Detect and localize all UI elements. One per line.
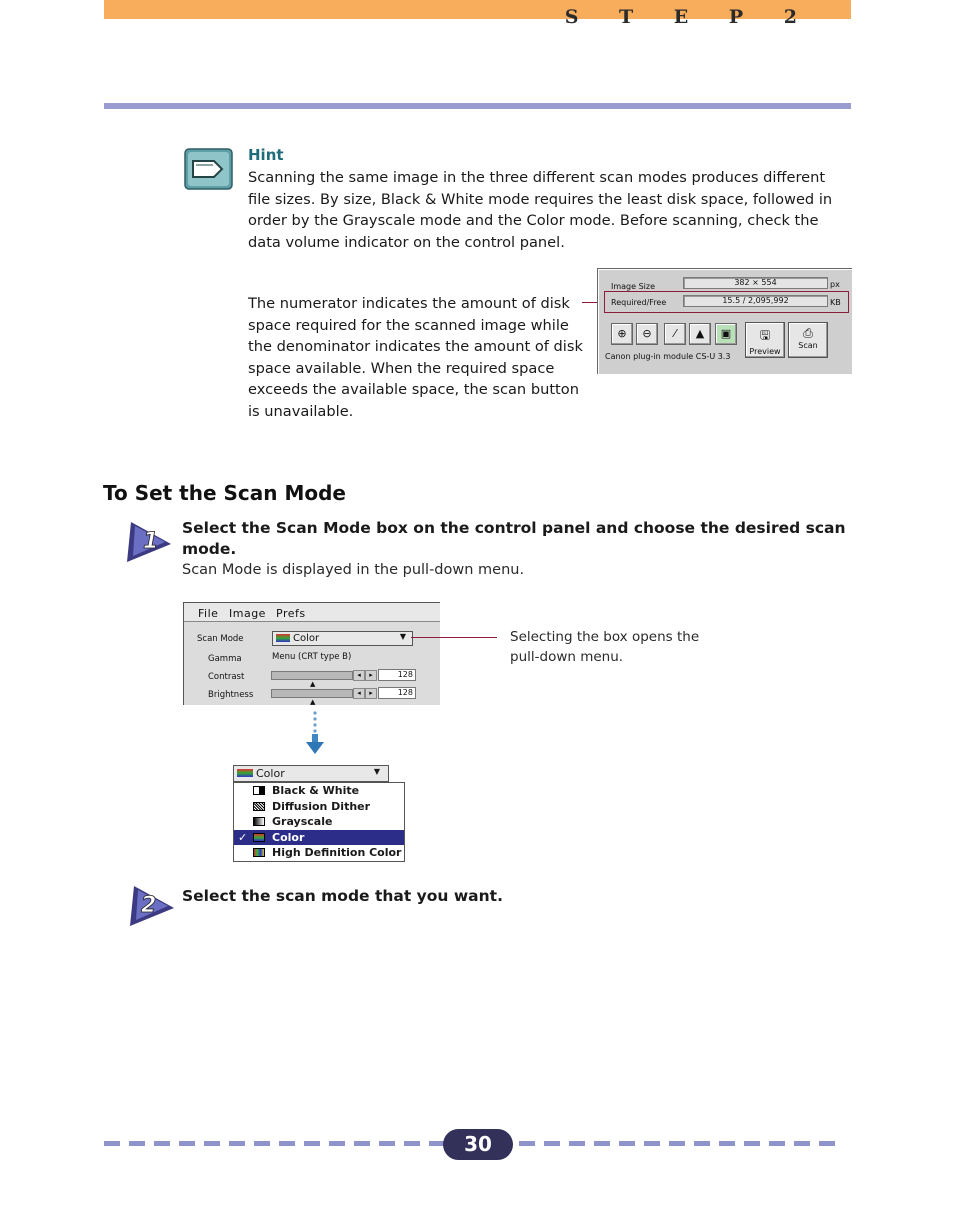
dither-swatch-icon bbox=[253, 802, 265, 811]
color-swatch-icon bbox=[276, 634, 290, 642]
chevron-down-icon: ▼ bbox=[399, 632, 406, 641]
bw-swatch-icon bbox=[253, 786, 265, 795]
footer-dash bbox=[229, 1141, 245, 1146]
option-label: Black & White bbox=[272, 784, 360, 797]
numerator-explanation: The numerator indicates the amount of disk space required for the scanned image while the denominator indicates the amount of disk space available. When the required space exceeds the available space, the scan button is unavailable. bbox=[248, 295, 583, 420]
color-swatch-icon bbox=[253, 833, 265, 842]
option-label: Grayscale bbox=[272, 815, 333, 829]
footer-dash bbox=[154, 1141, 170, 1146]
preview-icon: 🖫 bbox=[759, 328, 771, 342]
option-high-definition-color[interactable] bbox=[234, 845, 404, 861]
option-label: Color bbox=[272, 830, 305, 844]
chevron-down-icon: ▼ bbox=[373, 767, 380, 776]
dropdown-selected: Color bbox=[256, 767, 285, 780]
option-black-white[interactable] bbox=[234, 783, 404, 799]
checkmark-icon: ✓ bbox=[238, 830, 248, 844]
footer-dash bbox=[694, 1141, 710, 1146]
hint-title: Hint bbox=[248, 146, 284, 164]
scan-button[interactable] bbox=[788, 322, 828, 358]
brightness-label: Brightness bbox=[208, 690, 254, 700]
scan-label: Scan bbox=[798, 341, 818, 350]
preview-button[interactable] bbox=[745, 322, 785, 358]
dropdown-list bbox=[233, 782, 405, 862]
callout-text: Selecting the box opens the pull-down menu. bbox=[510, 629, 700, 665]
section-rule bbox=[104, 103, 851, 109]
zoom-in-icon[interactable]: ⊕ bbox=[611, 323, 633, 345]
zoom-out-icon[interactable]: ⊖ bbox=[636, 323, 658, 345]
step-2-text: Select the scan mode that you want. bbox=[182, 887, 503, 905]
brightness-right-icon[interactable]: ▸ bbox=[365, 688, 377, 699]
preview-label: Preview bbox=[749, 347, 781, 356]
footer-dash bbox=[354, 1141, 370, 1146]
section-title: To Set the Scan Mode bbox=[103, 481, 346, 505]
footer-dash bbox=[719, 1141, 735, 1146]
dropdown-header[interactable] bbox=[233, 765, 389, 782]
footer-dash bbox=[254, 1141, 270, 1146]
gamma-label: Gamma bbox=[208, 654, 242, 664]
data-volume-panel bbox=[597, 268, 852, 374]
footer-dash bbox=[519, 1141, 535, 1146]
grayscale-swatch-icon bbox=[253, 817, 265, 826]
image-size-field: 382 × 554 bbox=[683, 277, 828, 289]
footer-dash bbox=[594, 1141, 610, 1146]
required-free-field: 15.5 / 2,095,992 bbox=[683, 295, 828, 307]
contrast-thumb-icon[interactable]: ▲ bbox=[310, 680, 316, 688]
step-2-badge bbox=[128, 882, 176, 930]
image-size-label: Image Size bbox=[611, 282, 656, 291]
footer-dash bbox=[569, 1141, 585, 1146]
tone-curve-icon[interactable]: ⁄ bbox=[664, 323, 686, 345]
image-size-unit: px bbox=[830, 280, 840, 289]
footer-dash bbox=[819, 1141, 835, 1146]
scan-mode-value: Color bbox=[293, 633, 320, 644]
option-diffusion-dither[interactable] bbox=[234, 799, 404, 815]
step-1-sub: Scan Mode is displayed in the pull-down menu. bbox=[182, 562, 525, 578]
step-1-number: 1 bbox=[143, 529, 159, 554]
brightness-slider[interactable] bbox=[271, 689, 353, 698]
step-1-badge bbox=[125, 518, 173, 566]
step-2-number: 2 bbox=[141, 893, 157, 918]
option-label: High Definition Color bbox=[272, 846, 402, 860]
menu-bar bbox=[184, 603, 440, 622]
down-arrow-icon bbox=[304, 710, 326, 758]
contrast-value[interactable]: 128 bbox=[378, 669, 416, 681]
menu-image[interactable]: Image bbox=[229, 607, 266, 620]
footer-dash bbox=[744, 1141, 760, 1146]
option-label: Diffusion Dither bbox=[272, 799, 371, 813]
option-grayscale[interactable] bbox=[234, 814, 404, 830]
gamma-value[interactable]: Menu (CRT type B) bbox=[272, 652, 352, 662]
hint-body: Scanning the same image in the three different scan modes produces different file sizes. By size, Black & White mode requires the least disk space, followed in order by the Grayscale mode and the Color mode. Before scanning, check the data volume indicator on the control panel. bbox=[248, 169, 833, 251]
scan-mode-dropdown bbox=[233, 765, 404, 861]
menu-file[interactable]: File bbox=[198, 607, 219, 620]
menu-prefs[interactable]: Prefs bbox=[276, 607, 306, 620]
hd-color-swatch-icon bbox=[253, 848, 265, 857]
scan-icon: ⎙ bbox=[803, 326, 813, 340]
footer-dash bbox=[179, 1141, 195, 1146]
footer-dash bbox=[669, 1141, 685, 1146]
control-window bbox=[183, 602, 440, 705]
footer-dash bbox=[544, 1141, 560, 1146]
color-settings-icon[interactable]: ▣ bbox=[715, 323, 737, 345]
contrast-right-icon[interactable]: ▸ bbox=[365, 670, 377, 681]
footer-dash bbox=[769, 1141, 785, 1146]
scan-mode-label: Scan Mode bbox=[197, 634, 244, 644]
footer-dash bbox=[204, 1141, 220, 1146]
footer-dash bbox=[129, 1141, 145, 1146]
footer-dash bbox=[279, 1141, 295, 1146]
callout-leader-line bbox=[411, 637, 497, 638]
required-free-unit: KB bbox=[830, 298, 841, 307]
brightness-value[interactable]: 128 bbox=[378, 687, 416, 699]
step-1-text: Select the Scan Mode box on the control panel and choose the desired scan mode. bbox=[182, 519, 846, 558]
step-label: S T E P 2 bbox=[564, 6, 814, 28]
brightness-thumb-icon[interactable]: ▲ bbox=[310, 698, 316, 705]
contrast-left-icon[interactable]: ◂ bbox=[353, 670, 365, 681]
scan-mode-select[interactable] bbox=[272, 631, 413, 646]
footer-dash bbox=[619, 1141, 635, 1146]
module-label: Canon plug-in module CS-U 3.3 bbox=[605, 352, 731, 361]
hint-arrow-icon bbox=[184, 148, 233, 190]
brightness-left-icon[interactable]: ◂ bbox=[353, 688, 365, 699]
color-swatch-icon bbox=[237, 769, 253, 777]
footer-dash bbox=[329, 1141, 345, 1146]
footer-dash bbox=[404, 1141, 420, 1146]
footer-dash bbox=[304, 1141, 320, 1146]
option-color[interactable] bbox=[234, 830, 404, 846]
footer-dash bbox=[104, 1141, 120, 1146]
required-free-label: Required/Free bbox=[611, 298, 667, 307]
footer-dash bbox=[379, 1141, 395, 1146]
histogram-icon[interactable]: ▲ bbox=[689, 323, 711, 345]
footer-dash bbox=[794, 1141, 810, 1146]
contrast-label: Contrast bbox=[208, 672, 245, 682]
page-number: 30 bbox=[443, 1129, 513, 1160]
footer-dash bbox=[644, 1141, 660, 1146]
contrast-slider[interactable] bbox=[271, 671, 353, 680]
